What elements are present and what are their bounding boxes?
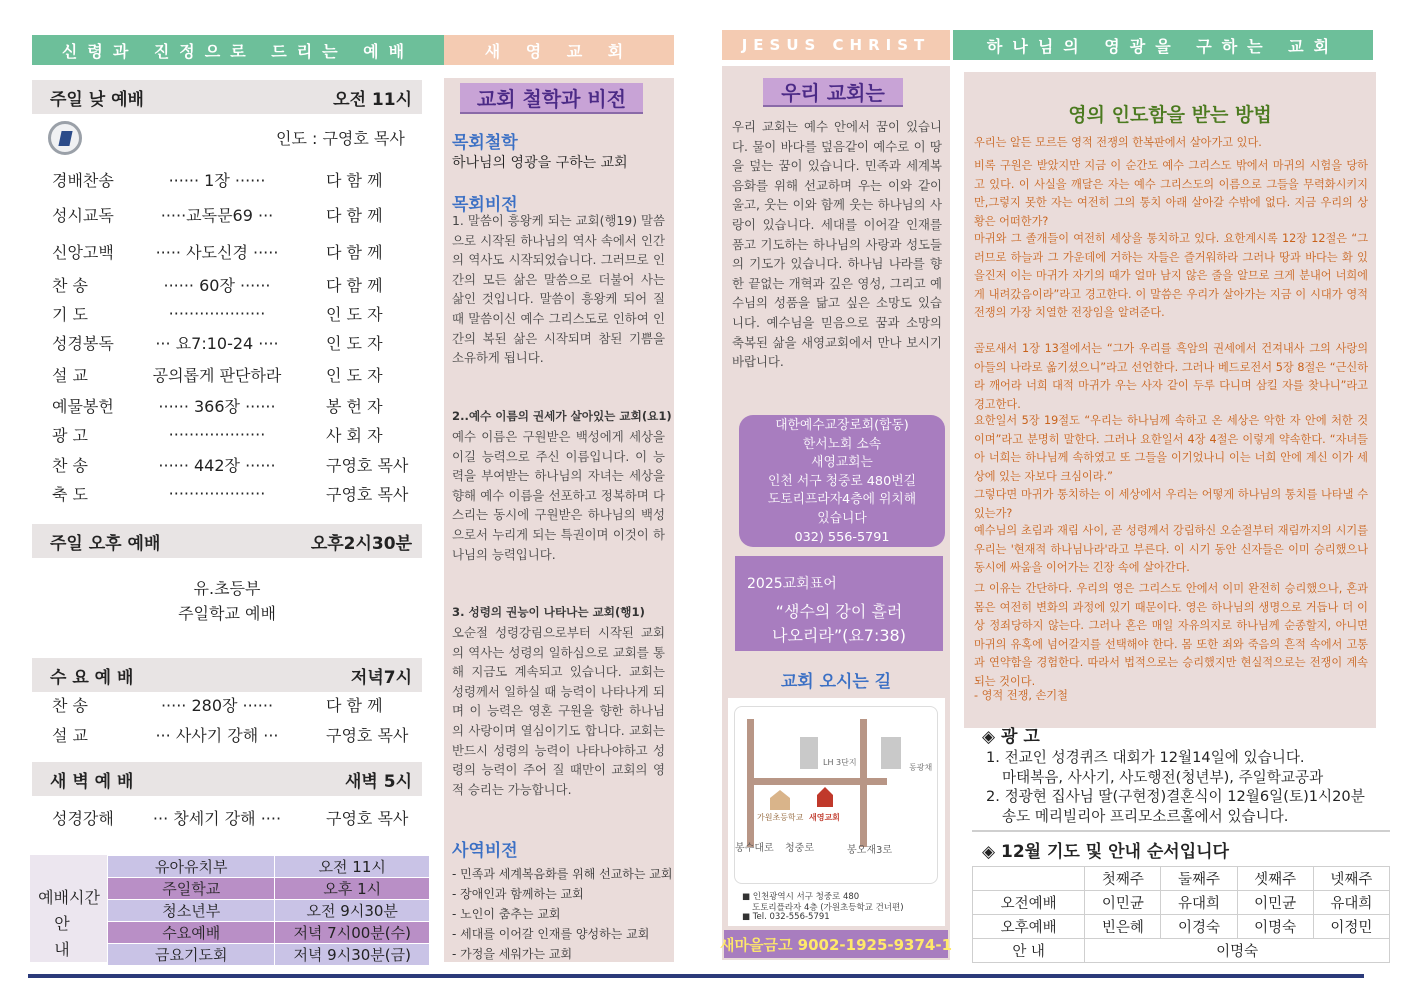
order-person: 인 도 자 — [326, 365, 383, 385]
wednesday-header — [32, 658, 422, 692]
order-row — [32, 237, 422, 265]
order-person: 다 함 께 — [326, 170, 383, 190]
map-address-2: 도토리플라자 4층 (가원초등학교 건너편) — [752, 903, 904, 913]
prayer-cell: 오후예배 — [973, 915, 1085, 939]
order-detail: ··· 창세기 강해 ···· — [152, 808, 282, 828]
motto-box — [735, 556, 943, 651]
article-paragraph: 마귀와 그 졸개들이 여전히 세상을 통치하고 있다. 요한계시록 12장 12절은 “그러므로 하늘과 그 가운데에 거하는 자들은 즐거워하라 그러나 땅과 바다는 화 있을진저 이는 마귀가 자기의 때가 얼마 남지 않은 줄을 알므로 크게 분내어 너희에게 내려갔음이라”라고 경고한다. 이 말씀은 우리가 살아가는 지금 이 시대가 영적 전쟁의 가장 치열한 전장임을 알려준다. — [974, 232, 1368, 319]
bottom-rule — [28, 974, 1364, 978]
prayer-cell: 빈은혜 — [1085, 915, 1161, 939]
prayer-guide-row — [973, 939, 1390, 963]
building-icon — [881, 737, 901, 769]
order-row — [32, 299, 422, 327]
schedule-time: 저녁 7시00분(수) — [275, 922, 430, 944]
motto-line-1: “생수의 강이 흘러 — [775, 602, 903, 621]
order-row — [32, 720, 422, 748]
map-tel: ■ Tel. 032-556-5791 — [742, 912, 830, 922]
article-paragraph: 예수님의 초림과 재림 사이, 곧 성령께서 강림하신 오순절부터 재림까지의 시기를 우리는 '현재적 하나님나라'라고 부른다. 이 시기 동안 신자들은 이미 승리했으나 동시에 싸움을 이어가는 긴장 속에 살아간다. — [974, 524, 1368, 574]
order-row — [32, 391, 422, 419]
schedule-label-2: 안 내 — [54, 914, 84, 959]
order-item: 성경봉독 — [52, 333, 114, 353]
our-church-text: 우리 교회는 예수 안에서 꿈이 있습니다. 물이 바다를 덮음같이 예수로 이 땅을 덮는 꿈이 있습니다. 민족과 세계복음화를 위해 선교하며 우는 이와 같이 울고, 웃는 이와 함께 웃는 하나님의 사랑이 있습니다. 세대를 이어갈 인재를 품고 기도하는 하나님의 사랑과 성도들의 기도가 있습니다. 하나님 나라를 향한 끝없는 개혁과 깊은 영성, 그리고 예수님의 성품을 닮고 싶은 소망도 있습니다. 예수님을 믿음으로 꿈과 소망의 축복된 삶을 새영교회에서 만나 보시기 바랍니다. — [732, 119, 942, 370]
order-item: 신앙고백 — [52, 242, 114, 262]
prayer-cell: 오전예배 — [973, 891, 1085, 915]
church-info-line: 대한예수교장로회(합동) — [775, 418, 909, 433]
philosophy-head: 목회철학 — [452, 133, 518, 153]
map-road-h — [747, 778, 887, 785]
prayer-row — [973, 915, 1390, 939]
prayer-header-cell: 셋째주 — [1237, 867, 1313, 891]
wednesday-title: 수 요 예 배 — [50, 667, 134, 688]
order-person: 구영호 목사 — [326, 725, 409, 745]
order-row — [32, 360, 422, 388]
order-item: 성시교독 — [52, 205, 114, 225]
bank-account: 새마을금고 9002-1925-9374-1 — [724, 930, 948, 958]
vision-2: 예수 이름은 구원받은 백성에게 세상을 이길 능력으로 주신 이름입니다. 이 능력을 부여받는 하나님의 자녀는 세상을 향해 예수 이름을 선포하고 정복하며 다스리는 동시에 구원받은 하나님의 백성으로서 누리게 되는 특권이며 이것이 하나님의 능력입니다. — [452, 429, 665, 562]
schedule-time: 오후 1시 — [275, 878, 430, 900]
announce-item: 2. 정광현 집사님 딸(구현정)결혼식이 12월6일(토)1시20분 — [986, 788, 1365, 805]
banner-church-name: 새 영 교 회 — [444, 35, 674, 65]
schedule-name: 수요예배 — [108, 922, 275, 944]
church-info-line: 도토리프라자4층에 위치해 — [767, 492, 917, 508]
ministry-list — [452, 864, 672, 964]
article-paragraph: 비록 구원은 받았지만 지금 이 순간도 예수 그리스도 밖에서 마귀의 시험을 당하고 있다. 이 사실을 깨달은 자는 예수 그리스도의 이름으로 그들을 무력화시키지만,그렇지 못한 자는 여전히 그의 통치 아래 살아갈 수밖에 없다. 지금 우리의 상황은 어떠한가? — [974, 159, 1368, 228]
ministry-vision-head: 사역비전 — [452, 841, 518, 861]
vision-3: 오순절 성령강림으로부터 시작된 교회의 역사는 성령의 일하심으로 교회를 통해 지금도 계속되고 있습니다. 교회는 성령께서 일하실 때 능력이 나타나게 되며 이 능력은 영혼 구원을 향한 하나님의 사랑이며 열심이기도 합니다. 교회는 반드시 성령의 능력이 나타나야하고 성령의 능력이 주어 질 때만이 교회의 영적 승리는 가능합니다. — [452, 625, 665, 797]
order-item: 설 교 — [52, 365, 88, 385]
motto-year: 2025교회표어 — [747, 576, 837, 592]
prayer-cell: 이명숙 — [1237, 915, 1313, 939]
schedule-name: 청소년부 — [108, 900, 275, 922]
announce-item: 송도 메리빌리아 프리모소르홀에서 있습니다. — [1002, 807, 1289, 825]
afternoon-line-2: 주일학교 예배 — [178, 604, 276, 623]
schedule-row — [108, 856, 430, 878]
prayer-title: ◈ 12월 기도 및 안내 순서입니다 — [982, 842, 1229, 862]
order-detail: ··················· — [168, 483, 266, 503]
bible-icon — [48, 121, 82, 155]
church-info-line: 032) 556-5791 — [794, 529, 890, 545]
order-item: 찬 송 — [52, 695, 88, 715]
article-title: 영의 인도함을 받는 방법 — [1068, 104, 1272, 126]
prayer-row — [973, 891, 1390, 915]
order-item: 설 교 — [52, 725, 88, 745]
philosophy-title: 교회 철학과 비전 — [460, 83, 643, 114]
school-icon — [770, 790, 790, 810]
schedule-row — [108, 900, 430, 922]
prayer-header-cell: 첫째주 — [1085, 867, 1161, 891]
ministry-item: - 민족과 세계복음화를 위해 선교하는 교회 — [452, 867, 673, 881]
afternoon-line-1: 유.초등부 — [193, 579, 261, 598]
building-icon — [800, 737, 818, 769]
order-item: 찬 송 — [52, 455, 88, 475]
order-person: 인 도 자 — [326, 304, 383, 324]
announce-item: 1. 전교인 성경퀴즈 대회가 12월14일에 있습니다. — [986, 749, 1305, 766]
prayer-header-cell: 둘째주 — [1161, 867, 1237, 891]
order-item: 찬 송 — [52, 275, 88, 295]
order-detail: ······ 366장 ······ — [158, 396, 276, 416]
schedule-row — [108, 944, 430, 966]
prayer-cell: 유대희 — [1313, 891, 1389, 915]
philosophy-text: 하나님의 영광을 구하는 교회 — [452, 155, 628, 171]
schedule-name: 금요기도회 — [108, 944, 275, 966]
vision-2-head: 2..예수 이름의 권세가 살아있는 교회(요1) — [452, 409, 672, 423]
dawn-title: 새 벽 예 배 — [50, 771, 134, 792]
prayer-cell: 이민균 — [1237, 891, 1313, 915]
order-item: 경배찬송 — [52, 170, 114, 190]
order-person: 다 함 께 — [326, 275, 383, 295]
order-detail: ··· 사사기 강해 ··· — [155, 725, 279, 745]
order-row — [32, 690, 422, 718]
map-inner — [734, 706, 938, 884]
order-person: 다 함 께 — [326, 205, 383, 225]
order-detail: ····· 280장 ······ — [160, 695, 274, 715]
map-label-lh: LH 3단지 — [823, 758, 857, 767]
schedule-label-1: 예배시간 — [38, 888, 100, 907]
wednesday-time: 저녁7시 — [350, 667, 412, 688]
church-info-box — [739, 415, 945, 547]
dawn-header — [32, 762, 422, 796]
banner-glory: 하나님의 영광을 구하는 교회 — [953, 30, 1373, 60]
announce-title: ◈ 광 고 — [982, 727, 1040, 747]
ministry-item: - 세대를 이어갈 인재를 양성하는 교회 — [452, 927, 650, 941]
order-row — [32, 200, 422, 228]
schedule-time: 오전 9시30분 — [275, 900, 430, 922]
sunday-morning-header — [32, 80, 422, 114]
map-label-road2: 청중로 — [785, 843, 814, 854]
sunday-morning-title: 주일 낮 예배 — [50, 89, 144, 110]
vision-3-head: 3. 성령의 권능이 나타나는 교회(행1) — [452, 605, 645, 619]
prayer-guide-label: 안 내 — [973, 939, 1085, 963]
order-person: 봉 헌 자 — [326, 396, 383, 416]
map-label-road1: 봉수대로 — [735, 843, 774, 854]
order-row — [32, 803, 422, 831]
schedule-row — [108, 878, 430, 900]
schedule-time: 오전 11시 — [275, 856, 430, 878]
order-person: 다 함 께 — [326, 695, 383, 715]
church-icon — [817, 787, 833, 807]
order-detail: ··················· — [168, 303, 266, 323]
banner-jesus-christ: JESUS CHRIST — [722, 30, 950, 60]
article-paragraph: 우리는 알든 모르든 영적 전쟁의 한복판에서 살아가고 있다. — [974, 136, 1262, 149]
church-info-line: 새영교회는 — [811, 455, 873, 471]
map-label-road3: 봉오재3로 — [847, 845, 893, 856]
order-row — [32, 450, 422, 478]
our-church-title: 우리 교회는 — [763, 78, 903, 107]
order-row — [32, 479, 422, 507]
article-paragraph: 그 이유는 간단하다. 우리의 영은 그리스도 안에서 이미 완전히 승리했으나, 혼과 몸은 여전히 변화의 과정에 있기 때문이다. 영은 하나님의 생명으로 거듭나 더 이상 정죄당하지 않는다. 그러나 혼은 매일 자유의지로 하나님께 순종할지, 아니면 마귀의 유혹에 넘어갈지를 선택해야 한다. 몸 또한 죄와 죽음의 흔적 속에서 고통과 연약함을 경험한다. 따라서 법적으로는 승리했지만 현실적으로는 전쟁이 계속되는 것이다. — [974, 582, 1368, 688]
schedule-name: 주일학교 — [108, 878, 275, 900]
order-detail: 공의롭게 판단하라 — [152, 365, 282, 385]
order-person: 인 도 자 — [326, 333, 383, 353]
announce-item: 마태복음, 사사기, 사도행전(청년부), 주일학교공과 — [1002, 768, 1324, 786]
order-person: 구영호 목사 — [326, 484, 409, 504]
prayer-header-cell: 넷째주 — [1313, 867, 1389, 891]
order-row — [32, 165, 422, 193]
prayer-cell: 이정민 — [1313, 915, 1389, 939]
order-detail: ·····교독문69 ··· — [160, 205, 274, 225]
order-item: 광 고 — [52, 425, 88, 445]
banner-worship: 신령과 진정으로 드리는 예배 — [32, 35, 444, 65]
prayer-divider — [972, 830, 1390, 832]
order-detail: ······ 1장 ······ — [168, 170, 266, 190]
vision-head: 목회비전 — [452, 195, 518, 215]
church-info-line: 한서노회 소속 — [802, 436, 882, 452]
prayer-cell: 이경숙 — [1161, 915, 1237, 939]
prayer-header-row — [973, 867, 1390, 891]
map-address-1: ■ 인천광역시 서구 청중로 480 — [742, 892, 860, 902]
sunday-afternoon-title: 주일 오후 예배 — [50, 533, 161, 554]
order-detail: ··················· — [168, 424, 266, 444]
map-label-apt: 동광채 — [909, 763, 933, 772]
prayer-cell: 이민균 — [1085, 891, 1161, 915]
ministry-item: - 가정을 세워가는 교회 — [452, 947, 573, 961]
dawn-time: 새벽 5시 — [344, 771, 412, 792]
map-title: 교회 오시는 길 — [780, 672, 892, 692]
order-person: 구영호 목사 — [326, 808, 409, 828]
ministry-item: - 장애인과 함께하는 교회 — [452, 887, 584, 901]
prayer-guide-name: 이명숙 — [1085, 939, 1390, 963]
order-person: 다 함 께 — [326, 242, 383, 262]
schedule-table — [107, 855, 430, 966]
church-info-line: 있습니다 — [817, 510, 867, 526]
order-detail: ····· 사도신경 ····· — [155, 242, 279, 262]
motto-line-2: 나오리라”(요7:38) — [772, 626, 906, 645]
schedule-label — [32, 885, 106, 963]
order-item: 예물봉헌 — [52, 396, 114, 416]
article-paragraph: 그렇다면 마귀가 통치하는 이 세상에서 우리는 어떻게 하나님의 통치를 나타낼 수 있는가? — [974, 488, 1368, 520]
article-paragraph: 골로새서 1장 13절에서는 “그가 우리를 흑암의 권세에서 건져내사 그의 사랑의 아들의 나라로 옮기셨으니”라고 선언한다. 그러나 베드로전서 5장 8절은 “근신하라 깨어라 너희 대적 마귀가 우는 사자 같이 두루 다니며 삼킬 자를 찾나니”라고 경고한다. — [974, 342, 1368, 411]
article-paragraph: - 영적 전쟁, 손기철 — [974, 689, 1068, 702]
order-detail: ··· 요7:10-24 ···· — [155, 333, 279, 353]
order-detail: ······ 442장 ······ — [158, 455, 276, 475]
schedule-name: 유아유치부 — [108, 856, 275, 878]
announce-list — [986, 748, 1365, 826]
schedule-time: 저녁 9시30분(금) — [275, 944, 430, 966]
order-row — [32, 420, 422, 448]
order-item: 기 도 — [52, 304, 88, 324]
leader-line: 인도 : 구영호 목사 — [276, 129, 405, 148]
sunday-afternoon-time: 오후2시30분 — [310, 533, 412, 554]
ministry-item: - 노인이 춤추는 교회 — [452, 907, 561, 921]
sunday-morning-time: 오전 11시 — [333, 89, 412, 110]
prayer-cell: 유대희 — [1161, 891, 1237, 915]
order-item: 성경강해 — [52, 808, 114, 828]
vision-1: 1. 말씀이 흥왕케 되는 교회(행19) 말씀으로 시작된 하나님의 역사 속에서 인간의 역사도 시작되었습니다. 그러므로 인간의 모든 삶은 말씀으로 더불어 사는 삶인 것입니다. 말씀이 흥왕케 되어 질 때 말씀이신 예수 그리스도로 인하여 인간의 복된 삶은 시작되며 참된 기쁨을 소유하게 됩니다. — [452, 213, 665, 366]
order-row — [32, 328, 422, 356]
map-label-school: 가원초등학교 — [757, 813, 804, 822]
church-info-line: 인천 서구 청중로 480번길 — [768, 473, 916, 489]
order-detail: ······ 60장 ······ — [163, 275, 271, 295]
map — [728, 698, 945, 926]
order-row — [32, 270, 422, 298]
order-item: 축 도 — [52, 484, 88, 504]
order-person: 사 회 자 — [326, 425, 383, 445]
order-person: 구영호 목사 — [326, 455, 409, 475]
prayer-header-cell — [973, 867, 1085, 891]
sunday-afternoon-header — [32, 524, 422, 558]
article-paragraph: 요한일서 5장 19절도 “우리는 하나님께 속하고 온 세상은 악한 자 안에 처한 것이며”라고 분명히 말한다. 그러나 요한일서 4장 4절은 이렇게 약속한다. “자녀들아 너희는 하나님께 속하였고 또 그들을 이기었나니 이는 너희 안에 계신 이가 세상에 있는 자보다 크심이라.” — [974, 414, 1368, 483]
schedule-row — [108, 922, 430, 944]
map-label-church: 새영교회 — [809, 813, 840, 822]
prayer-table — [972, 866, 1390, 963]
